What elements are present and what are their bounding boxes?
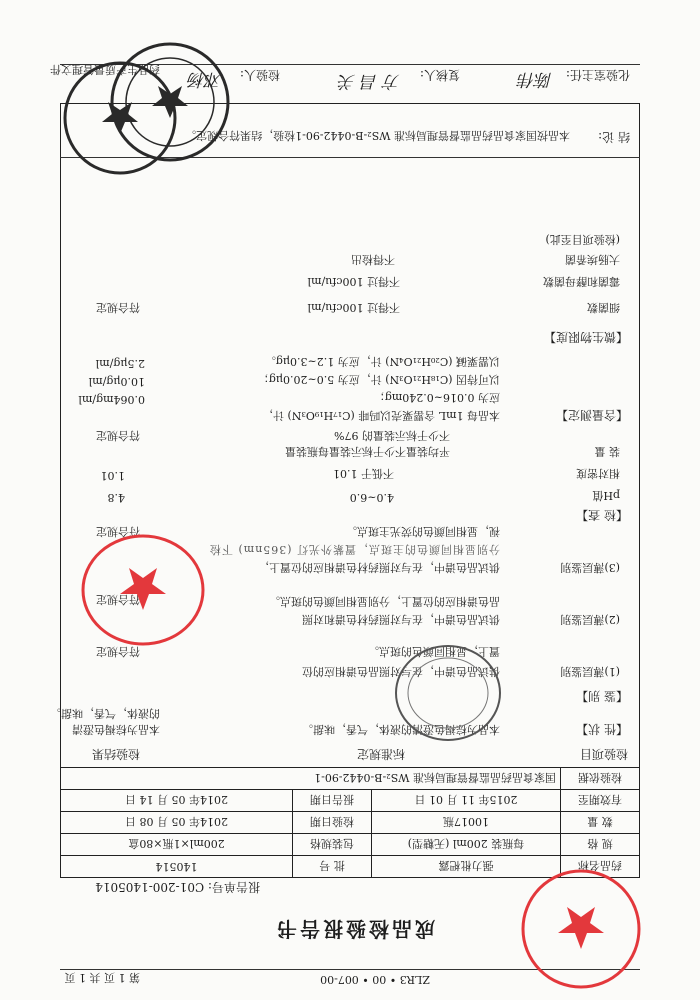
character-result-1: 本品为棕褐色澄清 — [72, 723, 160, 736]
page-info: 第 1 页 共 1 页 — [64, 971, 140, 984]
stamp-note: 药品生产质量管理文件 — [50, 63, 160, 76]
tester-signature: 邓杨 — [188, 69, 222, 89]
density-result: 1.01 — [100, 469, 125, 482]
cell: 2014年 05 月 14 日 — [61, 790, 293, 812]
tlc-1: (1)薄层鉴别 — [560, 665, 620, 678]
table-row — [61, 812, 640, 834]
table-row — [61, 790, 640, 812]
end-note: (检验项目至此) — [545, 233, 620, 246]
column-standard: 标准规定 — [356, 747, 405, 761]
cell: 检验依据 — [561, 768, 640, 790]
bacteria-label: 细菌数 — [587, 301, 620, 314]
red-seal-top — [78, 530, 208, 650]
red-seal-bottom — [516, 864, 646, 994]
tlc-2-std-2: 品色谱相应的位置上，分别显相同颜色的斑点。 — [269, 595, 500, 608]
section-micro: 【微生物限度】 — [543, 330, 628, 344]
section-character: 【性 状】 — [576, 722, 628, 736]
cell: 2014年 05 月 08 日 — [61, 812, 293, 834]
black-seal-pair — [60, 30, 230, 180]
volume-std-1: 平均装量不少于标示装量每瓶装量 — [285, 445, 450, 458]
section-assay: 【含量测定】 — [555, 408, 628, 422]
mold-standard: 不得过 100cfu/ml — [307, 275, 400, 288]
cell: 2015年 11 月 01 日 — [372, 790, 561, 812]
cell: 批 号 — [293, 856, 372, 878]
tlc-2: (2)薄层鉴别 — [560, 613, 620, 626]
ph-standard: 4.0~6.0 — [349, 491, 394, 504]
tlc-1-std-1: 供试品色谱中，在与对照品色谱相应的位 — [302, 665, 500, 678]
character-result-2: 的液体，气香，味甜。 — [50, 707, 160, 720]
info-table — [60, 767, 640, 878]
reviewer-signature: 方 昌 关 — [338, 71, 400, 91]
assay-std-3: 以可待因 (C₁₈H₂₁O₃N) 计，应为 5.0~20.0μg； — [257, 373, 500, 386]
conclusion-label: 结 论: — [598, 130, 630, 144]
tlc-2-std-1: 供试品色谱中，在与对照药材色谱和对照 — [302, 613, 500, 626]
cell: 国家食品药品监督管理局标准 WS₂-B-0442-90-1 — [61, 768, 561, 790]
reviewer-label: 复核人: — [419, 68, 460, 82]
column-item: 检验项目 — [579, 747, 628, 761]
density-standard: 不低于 1.01 — [333, 467, 394, 480]
column-result: 检验结果 — [91, 747, 140, 761]
tlc-3-std-1: 供试品色谱中，在与对照药材色谱相应的位置上， — [258, 561, 500, 574]
tlc-3-std-2: 分别显相同颜色的主斑点，置紫外光灯 (365nm) 下检 — [208, 543, 500, 556]
section-identify: 【鉴 别】 — [576, 689, 628, 703]
volume-result: 符合规定 — [96, 429, 140, 442]
lab-head-label: 化验室主任: — [565, 68, 630, 82]
cell: 检验日期 — [293, 812, 372, 834]
bacteria-standard: 不得过 100cfu/ml — [307, 301, 400, 314]
ecoli-label: 大肠埃希菌 — [565, 253, 620, 266]
report-number-label: 报告单号: — [207, 880, 260, 894]
report-number — [95, 879, 260, 896]
cell: 140514 — [61, 856, 293, 878]
assay-result-2: 10.0μg/ml — [88, 375, 145, 388]
cell: 200ml×1瓶×80盒 — [61, 834, 293, 856]
table-row — [61, 834, 640, 856]
tlc-2-result: 符合规定 — [96, 593, 140, 606]
tlc-1-std-2: 置上，显相同颜色的斑点。 — [368, 645, 500, 658]
tlc-3-result: 符合规定 — [96, 525, 140, 538]
ph-label: pH值 — [592, 489, 620, 502]
cell: 有效期至 — [561, 790, 640, 812]
cell: 每瓶装 200ml (无糖型) — [372, 834, 561, 856]
cell: 包装规格 — [293, 834, 372, 856]
tester-label: 检验人: — [239, 68, 280, 82]
tlc-3: (3)薄层鉴别 — [560, 561, 620, 574]
cell: 规 格 — [561, 834, 640, 856]
cell: 强力枇杷露 — [372, 856, 561, 878]
assay-std-2: 应为 0.016~0.240mg； — [373, 391, 500, 404]
assay-std-1: 本品每 1mL 含罂粟壳以吗啡 (C₁₇H₁₉O₃N) 计， — [261, 409, 500, 422]
tlc-3-std-3: 视，显相同颜色的荧光主斑点。 — [346, 525, 500, 538]
ph-result: 4.8 — [107, 491, 125, 504]
volume-std-2: 不少于标示装量的 97% — [334, 429, 450, 442]
cell: 药品名称 — [561, 856, 640, 878]
conclusion-text: 本品按国家食品药品监督管理局标准 WS₂-B-0442-90-1检验，结果符合规定。 — [185, 129, 570, 142]
density-label: 相对密度 — [576, 467, 620, 480]
ecoli-standard: 不得检出 — [351, 253, 395, 266]
lab-head-signature: 陈伟 — [518, 69, 552, 89]
page-title: 成品检验报告书 — [274, 917, 435, 941]
character-standard: 本品为棕褐色澄清的液体，气香，味甜。 — [302, 723, 500, 736]
micro-result: 符合规定 — [96, 301, 140, 314]
section-exam: 【检 查】 — [576, 508, 628, 522]
tlc-1-result: 符合规定 — [96, 645, 140, 658]
volume-label: 装 量 — [594, 445, 620, 458]
cell: 10017瓶 — [372, 812, 561, 834]
table-row — [61, 768, 640, 790]
assay-std-4: 以罂粟碱 (C₂₀H₂₁O₄N) 计，应为 1.2~3.0μg。 — [264, 355, 500, 368]
report-number-value: C01-200-1405014 — [95, 880, 205, 894]
cell: 数 量 — [561, 812, 640, 834]
assay-result-3: 2.5μg/ml — [95, 357, 145, 370]
cell: 报告日期 — [293, 790, 372, 812]
assay-result-1: 0.064mg/ml — [78, 393, 145, 406]
doc-code: ZLR3 • 00 • 007-00 — [320, 973, 430, 986]
grey-seal-small — [390, 640, 505, 745]
mold-label: 霉菌和酵母菌数 — [543, 275, 620, 288]
